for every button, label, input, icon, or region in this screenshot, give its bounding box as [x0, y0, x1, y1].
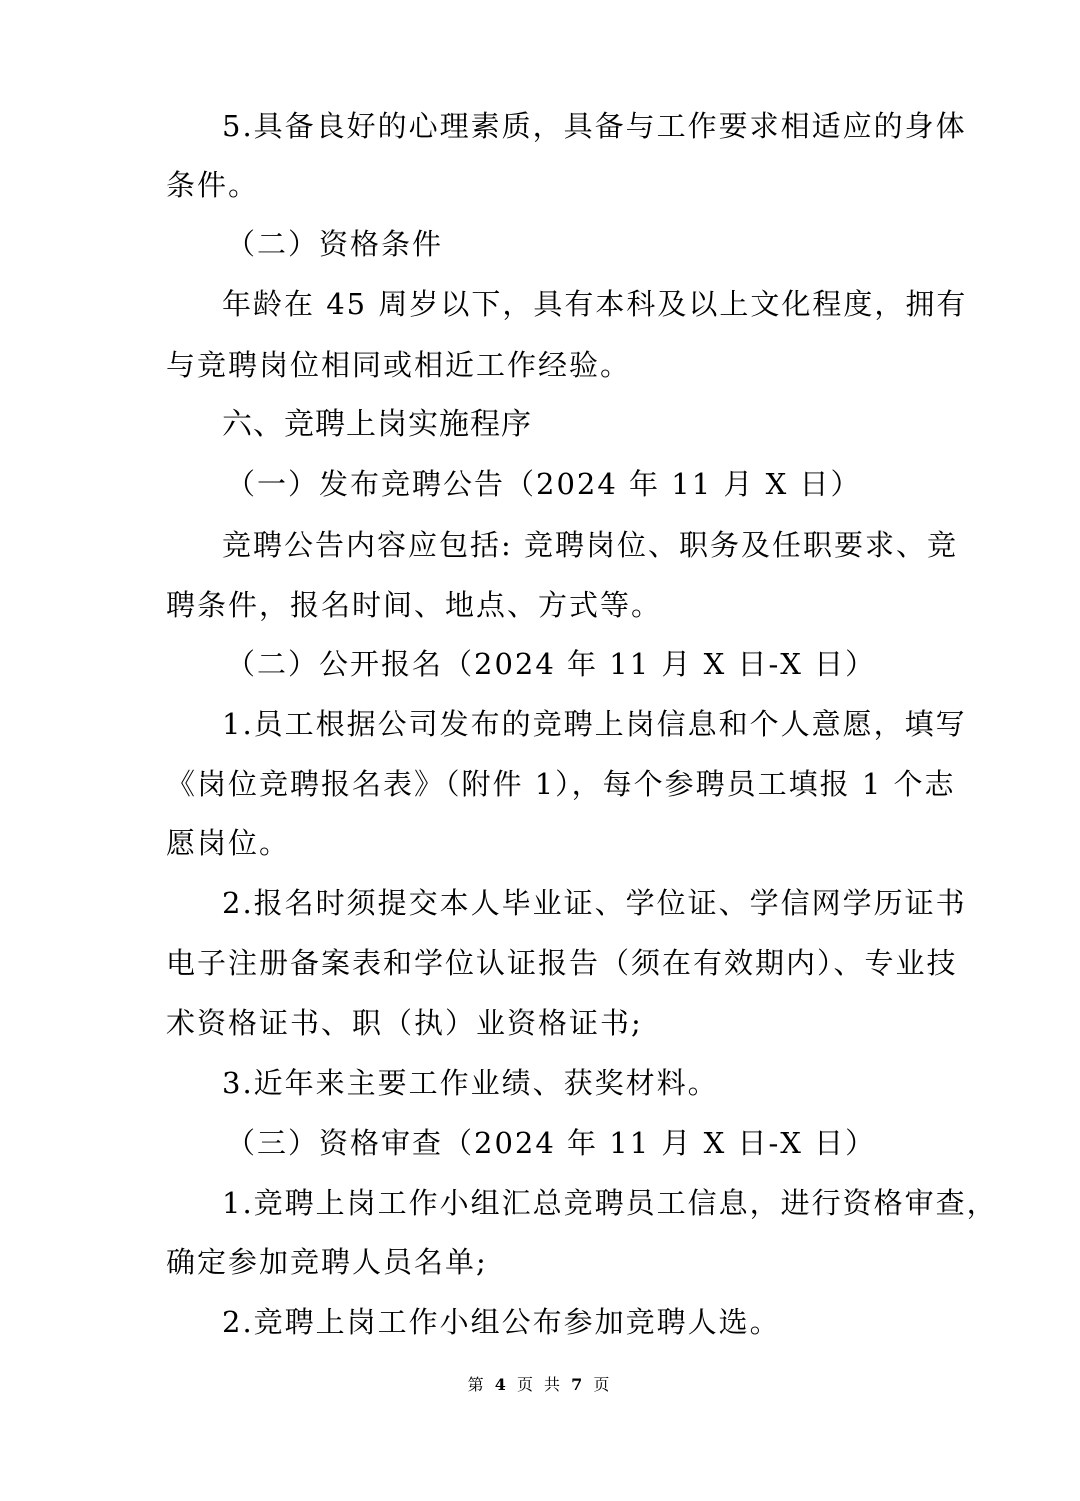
footer-suffix: 页 — [593, 1375, 613, 1394]
paragraph-line: 电子注册备案表和学位认证报告（须在有效期内）、专业技 — [166, 946, 958, 980]
total-page-number: 7 — [571, 1375, 586, 1394]
section-subheading: （一）发布竞聘公告（2024 年 11 月 X 日） — [226, 467, 862, 501]
paragraph-line: 愿岗位。 — [166, 826, 291, 860]
paragraph-line: 竞聘公告内容应包括: 竞聘岗位、职务及任职要求、竞 — [222, 528, 958, 562]
paragraph-line: 2.报名时须提交本人毕业证、学位证、学信网学历证书 — [222, 886, 967, 920]
paragraph-line: 与竞聘岗位相同或相近工作经验。 — [166, 348, 632, 382]
section-subheading: （二）资格条件 — [226, 227, 444, 261]
page-footer — [0, 1374, 1080, 1396]
paragraph-line: 确定参加竞聘人员名单; — [166, 1245, 488, 1279]
paragraph-line: 1.竞聘上岗工作小组汇总竞聘员工信息，进行资格审查， — [222, 1186, 998, 1220]
section-subheading: （二）公开报名（2024 年 11 月 X 日-X 日） — [226, 647, 877, 681]
paragraph-line: 术资格证书、职（执）业资格证书; — [166, 1006, 643, 1040]
paragraph-line: 3.近年来主要工作业绩、获奖材料。 — [222, 1066, 719, 1100]
paragraph-line: 聘条件，报名时间、地点、方式等。 — [166, 588, 663, 622]
section-heading: 六、竞聘上岗实施程序 — [222, 407, 532, 442]
paragraph-line: 年龄在 45 周岁以下，具有本科及以上文化程度，拥有 — [222, 287, 968, 321]
current-page-number: 4 — [494, 1375, 509, 1394]
paragraph-line: 条件。 — [166, 168, 260, 202]
paragraph-line: 1.员工根据公司发布的竞聘上岗信息和个人意愿，填写 — [222, 707, 967, 741]
paragraph-line: 5.具备良好的心理素质，具备与工作要求相适应的身体 — [222, 109, 967, 143]
section-subheading: （三）资格审查（2024 年 11 月 X 日-X 日） — [226, 1126, 877, 1160]
footer-prefix: 第 — [467, 1375, 487, 1394]
paragraph-line: 《岗位竞聘报名表》（附件 1），每个参聘员工填报 1 个志 — [166, 767, 956, 801]
paragraph-line: 2.竞聘上岗工作小组公布参加竞聘人选。 — [222, 1305, 781, 1339]
footer-middle: 页 共 — [516, 1375, 564, 1394]
